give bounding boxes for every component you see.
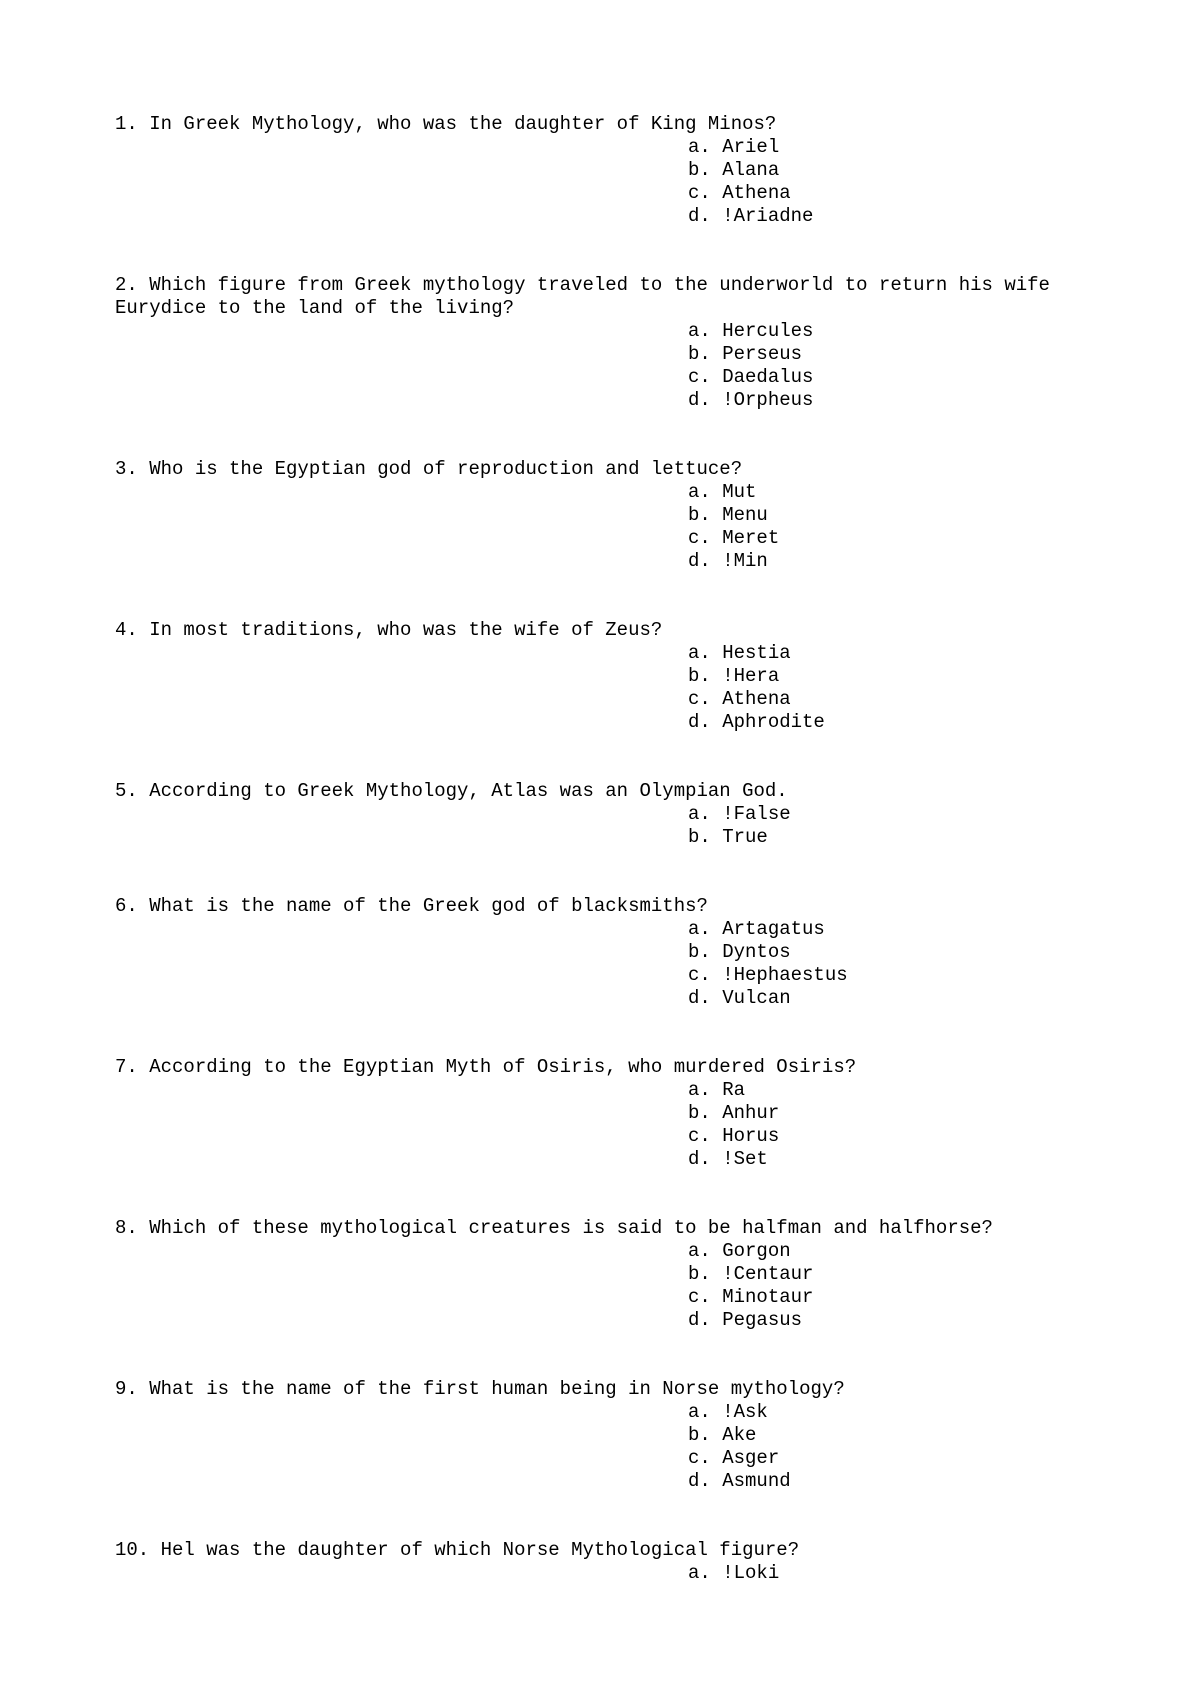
answer-option: d. !Set: [688, 1148, 768, 1170]
answer-option: a. Hestia: [688, 642, 791, 664]
answer-option: a. !Loki: [688, 1562, 780, 1584]
question-text: 3. Who is the Egyptian god of reproduction and lettuce?: [115, 458, 743, 480]
question-4: [115, 619, 1095, 734]
quiz-list: [115, 113, 1095, 1585]
question-3: [115, 458, 1095, 573]
answer-option: a. Artagatus: [688, 918, 825, 940]
answer-option: d. !Min: [688, 550, 768, 572]
answer-option: b. True: [688, 826, 768, 848]
question-text: 8. Which of these mythological creatures is said to be halfman and halfhorse?: [115, 1217, 993, 1239]
answer-option: d. !Ariadne: [688, 205, 814, 227]
answer-options: [115, 320, 1095, 412]
answer-option: a. Ariel: [688, 136, 780, 158]
question-text: 9. What is the name of the first human being in Norse mythology?: [115, 1378, 845, 1400]
question-spacer: [115, 1493, 1095, 1539]
question-spacer: [115, 734, 1095, 780]
answer-option: a. Ra: [688, 1079, 746, 1101]
answer-option: c. Daedalus: [688, 366, 814, 388]
answer-option: d. Vulcan: [688, 987, 791, 1009]
answer-option: b. !Hera: [688, 665, 780, 687]
question-spacer: [115, 1332, 1095, 1378]
question-10: [115, 1539, 1095, 1585]
question-text: 6. What is the name of the Greek god of blacksmiths?: [115, 895, 708, 917]
question-spacer: [115, 228, 1095, 274]
answer-option: c. !Hephaestus: [688, 964, 848, 986]
answer-option: c. Asger: [688, 1447, 780, 1469]
question-8: [115, 1217, 1095, 1332]
answer-options: [115, 803, 1095, 849]
answer-option: a. Mut: [688, 481, 757, 503]
question-text: 10. Hel was the daughter of which Norse Mythological figure?: [115, 1539, 800, 1561]
question-text: 4. In most traditions, who was the wife of Zeus?: [115, 619, 663, 641]
answer-option: c. Minotaur: [688, 1286, 814, 1308]
question-spacer: [115, 412, 1095, 458]
answer-options: [115, 918, 1095, 1010]
question-spacer: [115, 573, 1095, 619]
answer-option: d. Aphrodite: [688, 711, 825, 733]
answer-option: a. !Ask: [688, 1401, 768, 1423]
question-text: 5. According to Greek Mythology, Atlas was an Olympian God.: [115, 780, 788, 802]
answer-option: a. Gorgon: [688, 1240, 791, 1262]
question-text: 1. In Greek Mythology, who was the daughter of King Minos?: [115, 113, 777, 135]
answer-option: c. Horus: [688, 1125, 780, 1147]
question-6: [115, 895, 1095, 1010]
answer-option: a. Hercules: [688, 320, 814, 342]
answer-option: d. Asmund: [688, 1470, 791, 1492]
question-2: [115, 274, 1095, 412]
answer-option: a. !False: [688, 803, 791, 825]
answer-options: [115, 1562, 1095, 1585]
answer-options: [115, 642, 1095, 734]
answer-option: d. Pegasus: [688, 1309, 803, 1331]
answer-option: b. Alana: [688, 159, 780, 181]
answer-option: b. Anhur: [688, 1102, 780, 1124]
answer-options: [115, 1079, 1095, 1171]
answer-option: c. Meret: [688, 527, 780, 549]
answer-option: d. !Orpheus: [688, 389, 814, 411]
answer-option: b. Dyntos: [688, 941, 791, 963]
question-spacer: [115, 849, 1095, 895]
answer-options: [115, 136, 1095, 228]
question-spacer: [115, 1171, 1095, 1217]
question-text: 7. According to the Egyptian Myth of Osiris, who murdered Osiris?: [115, 1056, 857, 1078]
answer-option: b. Ake: [688, 1424, 757, 1446]
question-1: [115, 113, 1095, 228]
question-text: 2. Which figure from Greek mythology traveled to the underworld to return his wife Eurydice to the land of the living?: [115, 274, 1062, 319]
answer-option: b. !Centaur: [688, 1263, 814, 1285]
question-spacer: [115, 1010, 1095, 1056]
question-5: [115, 780, 1095, 849]
answer-option: b. Perseus: [688, 343, 803, 365]
answer-option: c. Athena: [688, 182, 791, 204]
question-7: [115, 1056, 1095, 1171]
answer-option: c. Athena: [688, 688, 791, 710]
answer-option: b. Menu: [688, 504, 768, 526]
answer-options: [115, 481, 1095, 573]
answer-options: [115, 1240, 1095, 1332]
question-9: [115, 1378, 1095, 1493]
answer-options: [115, 1401, 1095, 1493]
